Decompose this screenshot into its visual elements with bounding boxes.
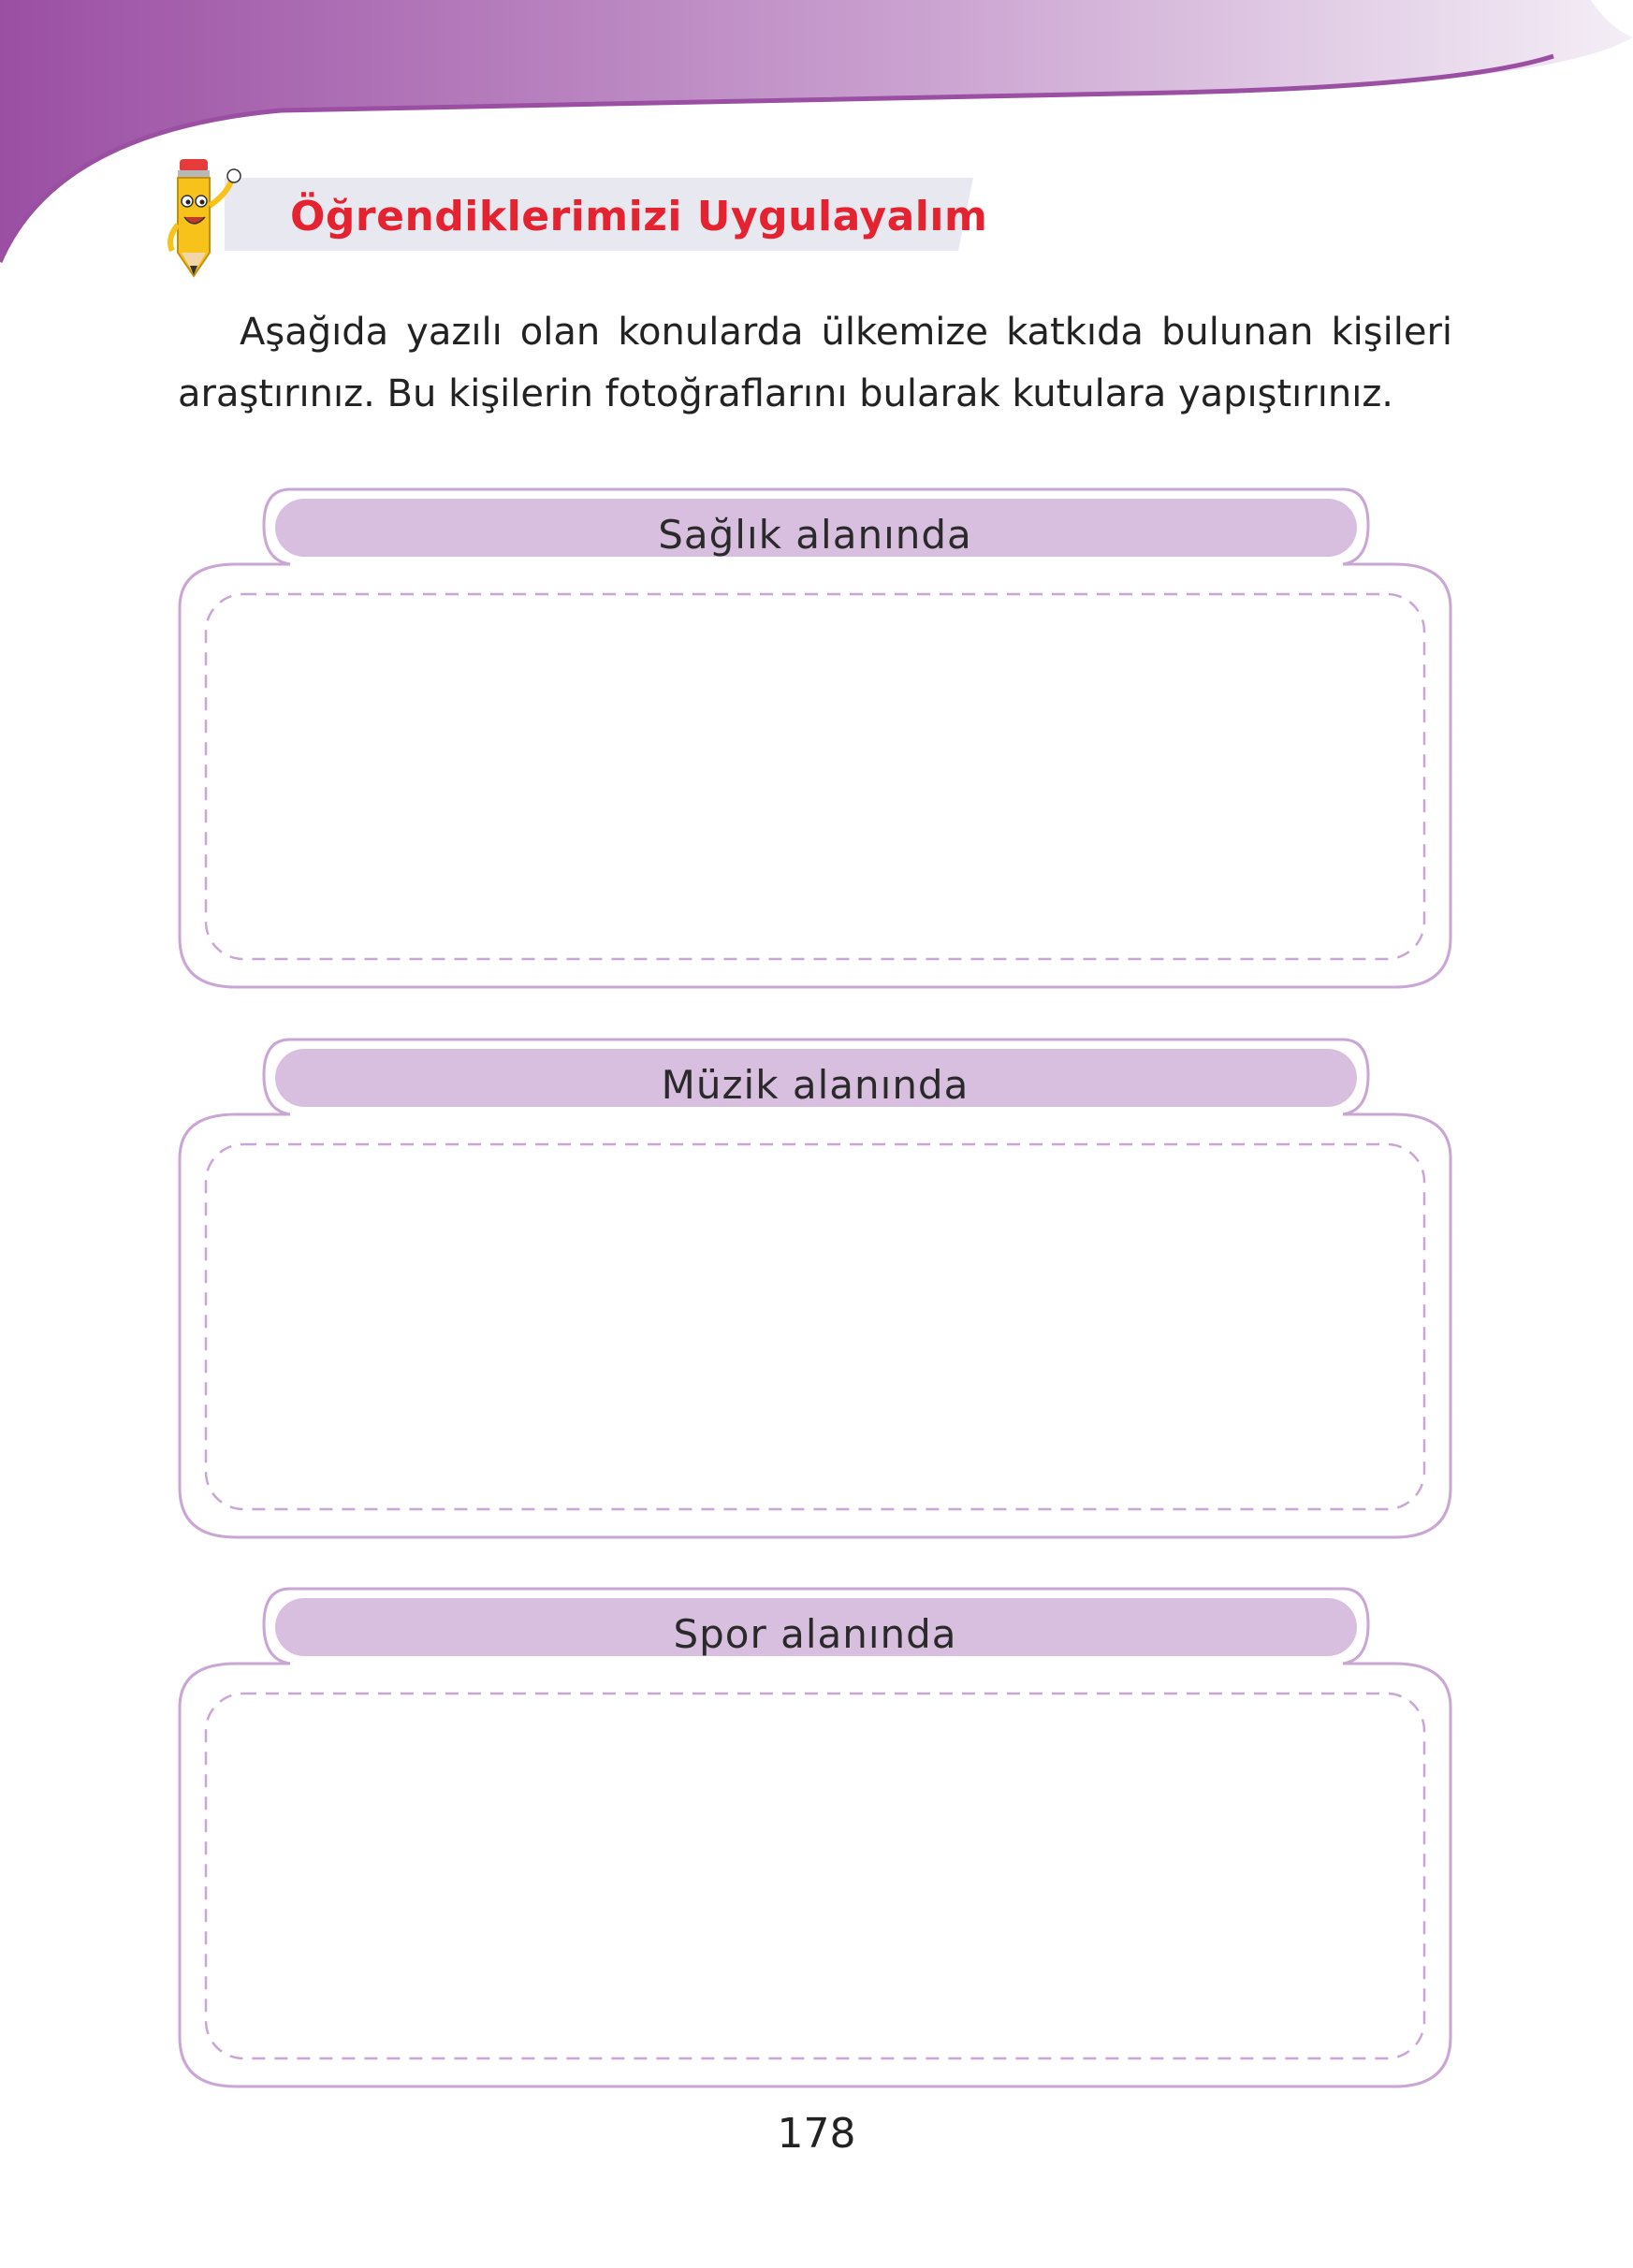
instructions-line-1: Aşağıda yazılı olan konularda ülkemize katkıda bulunan kişileri: [240, 311, 1452, 354]
photo-paste-area: [206, 594, 1424, 950]
title-banner: [150, 159, 1011, 262]
section-title: Öğrendiklerimizi Uygulayalım: [290, 193, 988, 240]
section-label-music: Müzik alanında: [661, 1062, 970, 1108]
section-sports: [178, 1581, 1452, 2091]
pencil-mascot-icon: [159, 150, 262, 281]
section-label-health: Sağlık alanında: [658, 512, 972, 558]
instructions-paragraph: [178, 301, 1452, 425]
section-label-sports: Spor alanında: [673, 1611, 957, 1657]
section-music: [178, 1032, 1452, 1542]
section-health: [178, 482, 1452, 992]
instructions-line-2: araştırınız. Bu kişilerin fotoğraflarını bularak kutulara yapıştırınız.: [178, 372, 1394, 415]
photo-paste-area: [206, 1144, 1424, 1500]
page-number: 178: [777, 2110, 856, 2158]
photo-paste-area: [206, 1694, 1424, 2049]
